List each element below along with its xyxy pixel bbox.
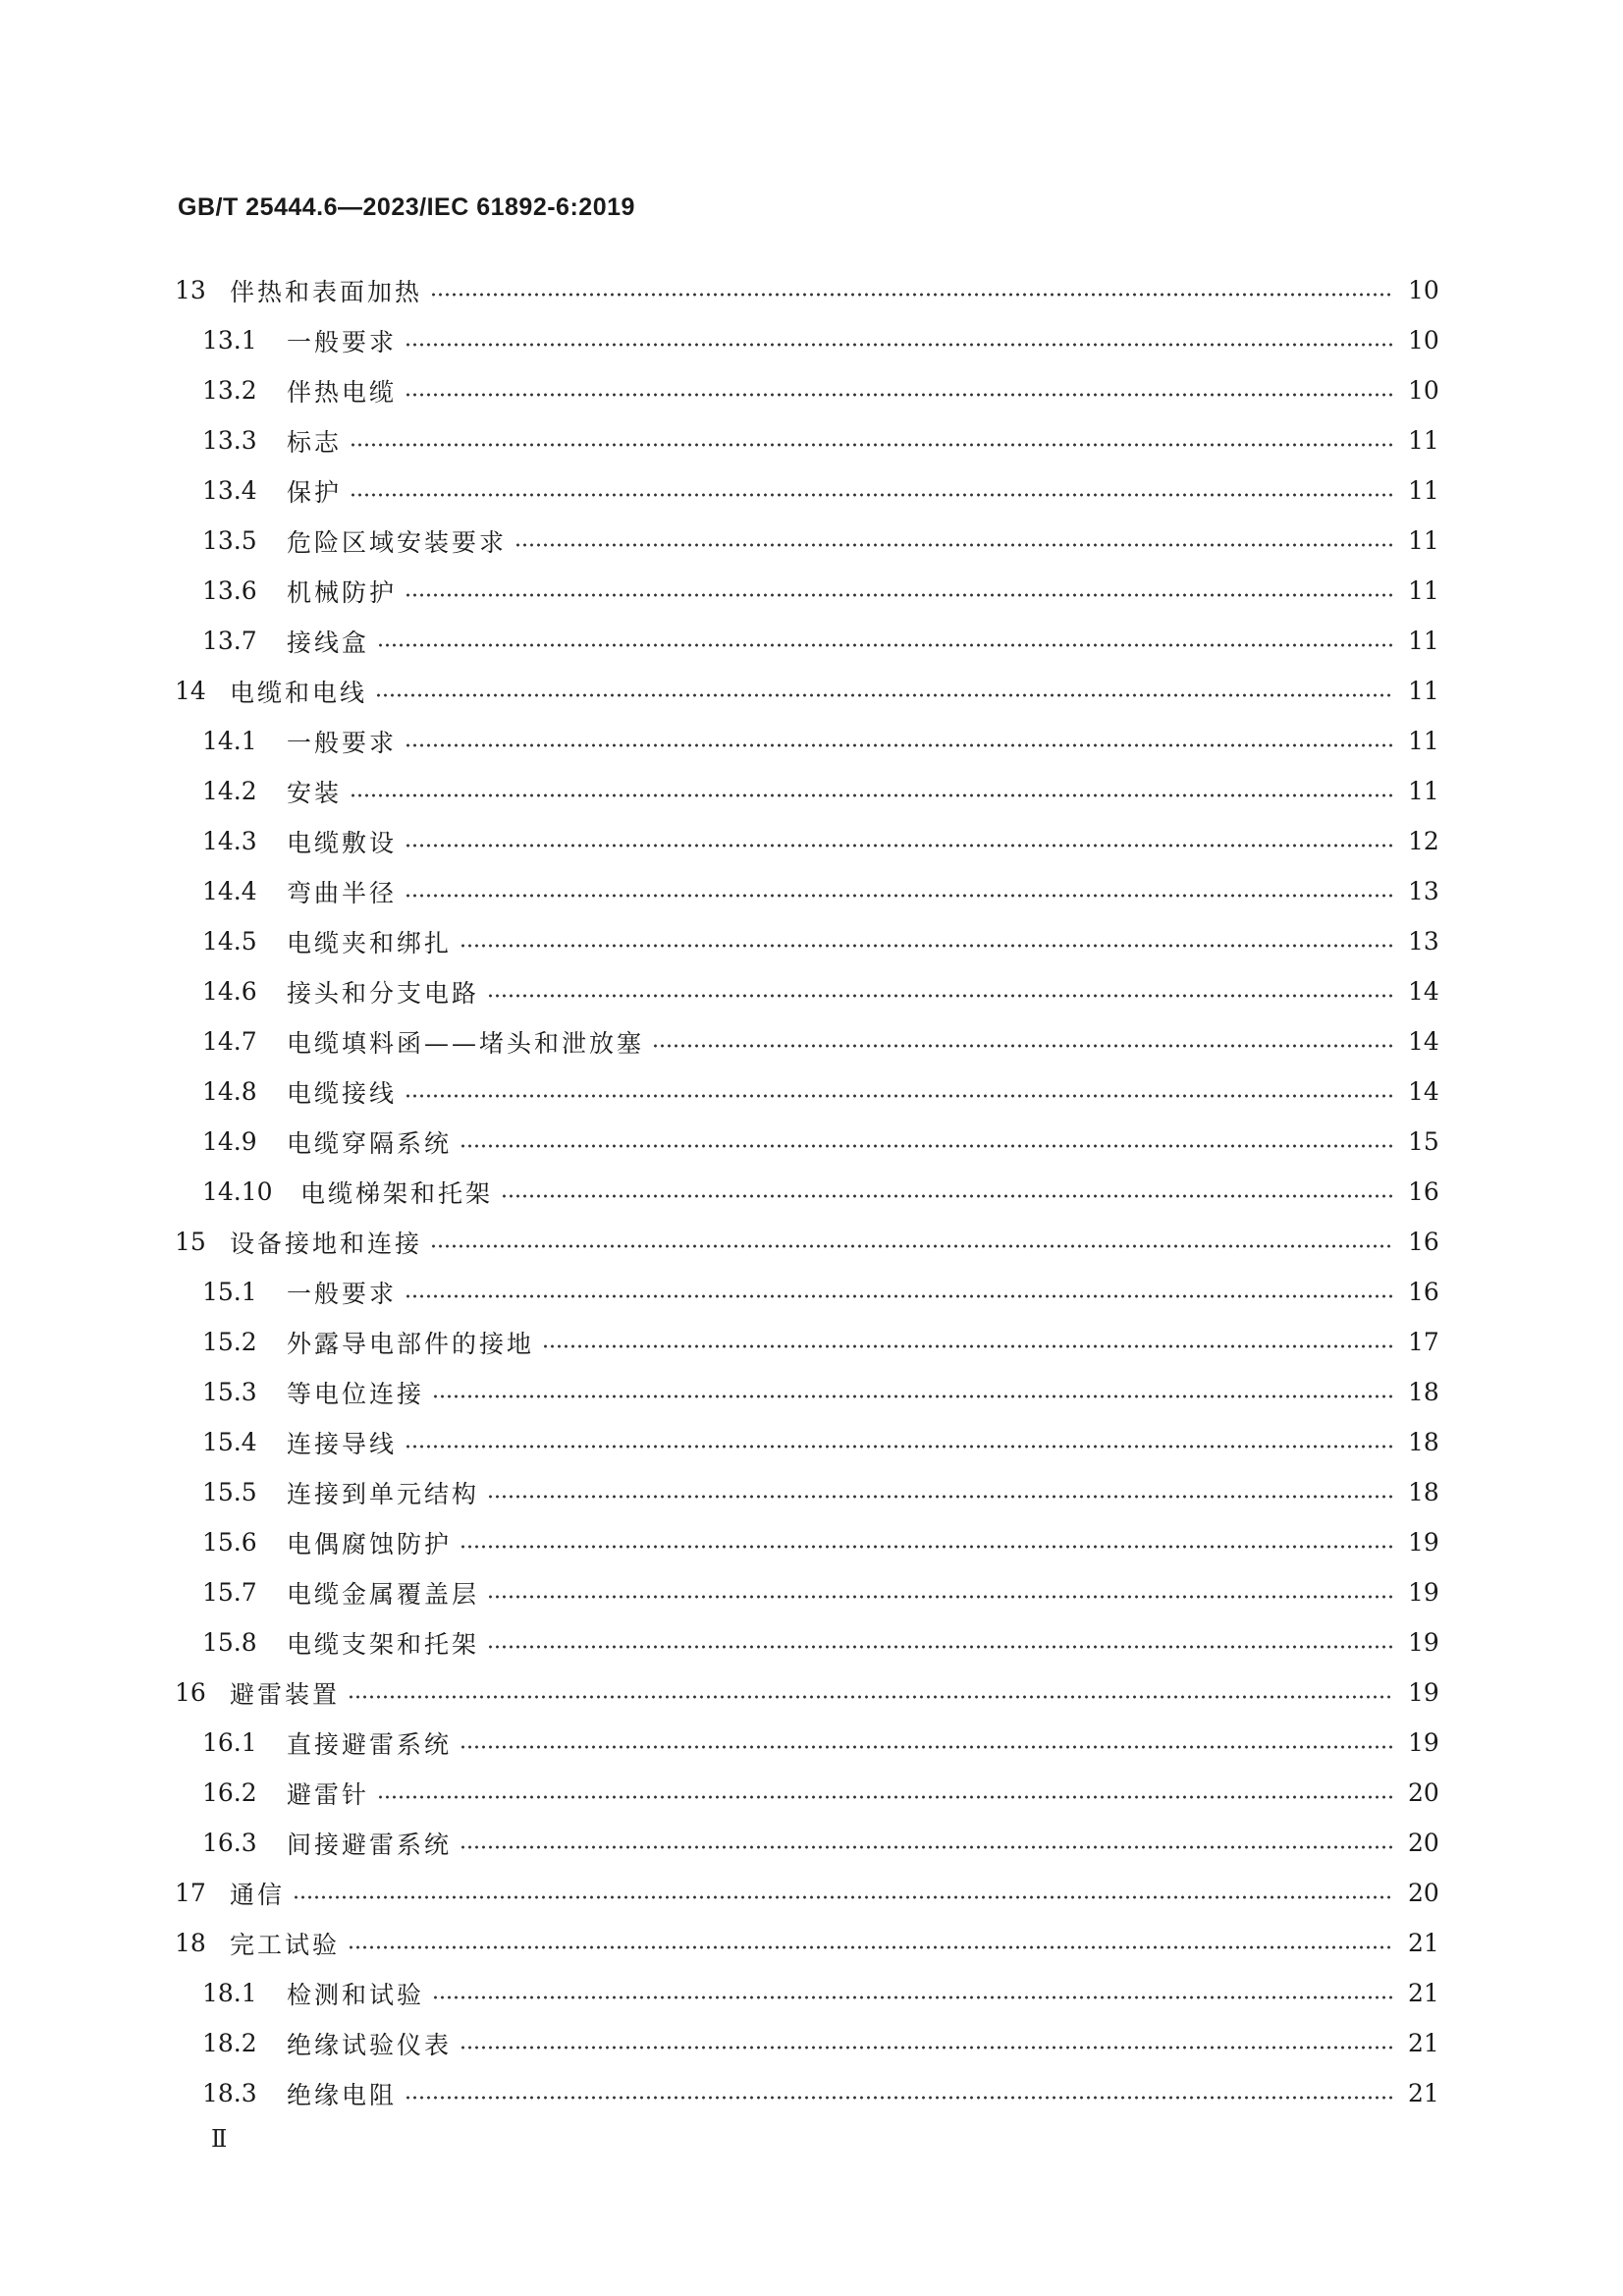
toc-entry[interactable] — [175, 666, 1437, 716]
toc-entry-number: 13.5 — [202, 526, 257, 555]
toc-entry-number: 15.8 — [202, 1628, 257, 1657]
toc-entry-page: 19 — [1408, 1628, 1439, 1657]
toc-entry-page: 15 — [1408, 1127, 1439, 1156]
toc-entry-title: 危险区域安装要求 — [287, 527, 508, 557]
toc-entry-title: 间接避雷系统 — [287, 1830, 453, 1859]
toc-entry-title: 电缆支架和托架 — [287, 1629, 480, 1659]
toc-entry-page: 16 — [1408, 1177, 1439, 1206]
toc-entry-page: 20 — [1408, 1778, 1439, 1807]
toc-entry[interactable] — [175, 2068, 1437, 2118]
dot-leader — [405, 593, 1394, 597]
toc-entry-title: 伴热电缆 — [287, 377, 398, 407]
toc-entry-number: 13.7 — [202, 627, 257, 655]
toc-entry-page: 20 — [1408, 1829, 1439, 1857]
toc-entry-number: 18.2 — [202, 2029, 257, 2057]
dot-leader — [460, 2046, 1394, 2050]
document-header: GB/T 25444.6—2023/IEC 61892-6:2019 — [178, 193, 635, 221]
page-number: Ⅱ — [211, 2125, 228, 2153]
toc-entry-number: 14.9 — [202, 1127, 257, 1156]
toc-entry-number: 14.6 — [202, 977, 257, 1006]
toc-entry-number: 18.1 — [202, 1979, 257, 2007]
dot-leader — [405, 743, 1394, 747]
toc-entry[interactable] — [175, 1918, 1437, 1968]
toc-entry-page: 20 — [1408, 1879, 1439, 1907]
toc-entry-page: 11 — [1408, 576, 1439, 605]
toc-entry-page: 12 — [1408, 827, 1439, 855]
toc-entry-number: 14.7 — [202, 1027, 257, 1056]
toc-entry[interactable] — [175, 616, 1437, 666]
dot-leader — [460, 1144, 1394, 1148]
dot-leader — [487, 1645, 1394, 1649]
toc-entry-page: 14 — [1408, 1027, 1439, 1056]
dot-leader — [405, 844, 1394, 847]
toc-entry[interactable] — [175, 1968, 1437, 2018]
toc-entry-number: 13.4 — [202, 476, 257, 505]
dot-leader — [405, 894, 1394, 898]
toc-entry-number: 13.1 — [202, 326, 257, 355]
toc-entry-page: 11 — [1408, 426, 1439, 455]
toc-entry-number: 16.2 — [202, 1778, 257, 1807]
toc-entry-number: 14 — [175, 677, 206, 705]
dot-leader — [501, 1194, 1394, 1198]
toc-entry-title: 机械防护 — [287, 577, 398, 607]
dot-leader — [405, 1445, 1394, 1449]
toc-entry-page: 11 — [1408, 627, 1439, 655]
toc-entry-title: 直接避雷系统 — [287, 1729, 453, 1759]
toc-entry-page: 17 — [1408, 1328, 1439, 1356]
toc-entry[interactable] — [175, 916, 1437, 966]
dot-leader — [350, 793, 1394, 797]
dot-leader — [430, 1244, 1394, 1248]
dot-leader — [432, 1394, 1394, 1398]
dot-leader — [460, 944, 1394, 948]
toc-entry[interactable] — [175, 365, 1437, 415]
dot-leader — [460, 1745, 1394, 1749]
dot-leader — [348, 1695, 1394, 1699]
dot-leader — [405, 393, 1394, 397]
toc-entry-page: 14 — [1408, 1077, 1439, 1106]
toc-entry-page: 18 — [1408, 1378, 1439, 1406]
toc-entry-title: 标志 — [287, 427, 343, 457]
toc-entry-number: 14.8 — [202, 1077, 257, 1106]
toc-entry-page: 18 — [1408, 1478, 1439, 1506]
toc-entry-number: 15.2 — [202, 1328, 257, 1356]
toc-entry-page: 18 — [1408, 1428, 1439, 1456]
toc-entry-number: 14.2 — [202, 777, 257, 805]
toc-entry-page: 10 — [1408, 326, 1439, 355]
toc-entry[interactable] — [175, 1517, 1437, 1567]
toc-entry[interactable] — [175, 1467, 1437, 1517]
toc-entry-page: 13 — [1408, 927, 1439, 956]
table-of-contents — [175, 265, 1437, 2118]
dot-leader — [487, 994, 1394, 998]
toc-entry-number: 14.5 — [202, 927, 257, 956]
dot-leader — [375, 693, 1394, 697]
toc-entry-page: 11 — [1408, 526, 1439, 555]
toc-entry-number: 16 — [175, 1678, 206, 1707]
toc-entry[interactable] — [175, 866, 1437, 916]
toc-entry-title: 连接到单元结构 — [287, 1479, 480, 1508]
toc-entry-page: 14 — [1408, 977, 1439, 1006]
toc-entry[interactable] — [175, 766, 1437, 816]
dot-leader — [542, 1344, 1394, 1348]
toc-entry-title: 检测和试验 — [287, 1980, 425, 2009]
toc-entry-number: 15.3 — [202, 1378, 257, 1406]
dot-leader — [430, 293, 1394, 297]
dot-leader — [460, 1845, 1394, 1849]
toc-entry-title: 连接导线 — [287, 1429, 398, 1458]
toc-entry-page: 21 — [1408, 1979, 1439, 2007]
toc-entry[interactable] — [175, 1117, 1437, 1167]
toc-entry-page: 13 — [1408, 877, 1439, 905]
toc-entry-title: 等电位连接 — [287, 1379, 425, 1408]
toc-entry-title: 电缆穿隔系统 — [287, 1128, 453, 1158]
dot-leader — [405, 1094, 1394, 1098]
toc-entry-page: 10 — [1408, 376, 1439, 405]
dot-leader — [432, 1995, 1394, 1999]
toc-entry-number: 15.1 — [202, 1278, 257, 1306]
toc-entry[interactable] — [175, 816, 1437, 866]
dot-leader — [350, 443, 1394, 447]
toc-entry-title: 一般要求 — [287, 1279, 398, 1308]
toc-entry[interactable] — [175, 1818, 1437, 1868]
toc-entry[interactable] — [175, 1217, 1437, 1267]
toc-entry-page: 21 — [1408, 1929, 1439, 1957]
toc-entry[interactable] — [175, 1718, 1437, 1768]
toc-entry[interactable] — [175, 1016, 1437, 1066]
toc-entry[interactable] — [175, 566, 1437, 616]
toc-entry-number: 15.5 — [202, 1478, 257, 1506]
toc-entry[interactable] — [175, 265, 1437, 315]
toc-entry-title: 接线盒 — [287, 628, 370, 657]
toc-entry-title: 电缆夹和绑扎 — [287, 928, 453, 957]
toc-entry-title: 绝缘试验仪表 — [287, 2030, 453, 2059]
toc-entry[interactable] — [175, 2018, 1437, 2068]
toc-entry-title: 电偶腐蚀防护 — [287, 1529, 453, 1558]
toc-entry[interactable] — [175, 1768, 1437, 1818]
toc-entry-title: 电缆接线 — [287, 1078, 398, 1108]
dot-leader — [460, 1545, 1394, 1549]
toc-entry-number: 13.2 — [202, 376, 257, 405]
toc-entry-page: 16 — [1408, 1228, 1439, 1256]
toc-entry-page: 19 — [1408, 1578, 1439, 1607]
toc-entry-title: 电缆和电线 — [230, 678, 368, 707]
toc-entry-page: 21 — [1408, 2029, 1439, 2057]
toc-entry[interactable] — [175, 1267, 1437, 1317]
toc-entry[interactable] — [175, 465, 1437, 516]
toc-entry-page: 11 — [1408, 476, 1439, 505]
toc-entry-page: 11 — [1408, 777, 1439, 805]
toc-entry-title: 安装 — [287, 778, 343, 807]
toc-entry[interactable] — [175, 966, 1437, 1016]
toc-entry-title: 弯曲半径 — [287, 878, 398, 907]
toc-entry-title: 设备接地和连接 — [230, 1229, 423, 1258]
toc-entry-title: 接头和分支电路 — [287, 978, 480, 1008]
toc-entry-title: 避雷针 — [287, 1779, 370, 1809]
toc-entry-title: 一般要求 — [287, 327, 398, 356]
dot-leader — [405, 343, 1394, 347]
toc-entry[interactable] — [175, 315, 1437, 365]
dot-leader — [348, 1945, 1394, 1949]
dot-leader — [652, 1044, 1394, 1048]
dot-leader — [405, 1294, 1394, 1298]
dot-leader — [514, 543, 1394, 547]
toc-entry-number: 18.3 — [202, 2079, 257, 2107]
toc-entry-number: 15.4 — [202, 1428, 257, 1456]
toc-entry-title: 一般要求 — [287, 728, 398, 757]
dot-leader — [487, 1595, 1394, 1599]
toc-entry-number: 13.3 — [202, 426, 257, 455]
toc-entry[interactable] — [175, 1317, 1437, 1367]
toc-entry-page: 16 — [1408, 1278, 1439, 1306]
toc-entry-title: 电缆金属覆盖层 — [287, 1579, 480, 1609]
toc-entry-number: 18 — [175, 1929, 206, 1957]
toc-entry-number: 15.7 — [202, 1578, 257, 1607]
toc-entry-page: 11 — [1408, 677, 1439, 705]
toc-entry-title: 伴热和表面加热 — [230, 277, 423, 306]
toc-entry-number: 15.6 — [202, 1528, 257, 1557]
dot-leader — [350, 493, 1394, 497]
toc-entry[interactable] — [175, 1617, 1437, 1667]
dot-leader — [293, 1895, 1394, 1899]
toc-entry-title: 电缆梯架和托架 — [300, 1178, 494, 1208]
toc-entry-page: 11 — [1408, 727, 1439, 755]
toc-entry-number: 14.10 — [202, 1177, 273, 1206]
toc-entry-title: 完工试验 — [230, 1930, 341, 1959]
toc-entry-title: 保护 — [287, 477, 343, 507]
toc-entry-title: 避雷装置 — [230, 1679, 341, 1709]
toc-entry[interactable] — [175, 1567, 1437, 1617]
toc-entry-number: 14.3 — [202, 827, 257, 855]
toc-entry-page: 19 — [1408, 1678, 1439, 1707]
toc-entry-number: 16.3 — [202, 1829, 257, 1857]
toc-entry-number: 17 — [175, 1879, 206, 1907]
toc-entry[interactable] — [175, 1417, 1437, 1467]
dot-leader — [405, 2096, 1394, 2100]
toc-entry[interactable] — [175, 1868, 1437, 1918]
toc-entry[interactable] — [175, 1167, 1437, 1217]
dot-leader — [487, 1495, 1394, 1499]
toc-entry[interactable] — [175, 1367, 1437, 1417]
toc-entry[interactable] — [175, 516, 1437, 566]
toc-entry-number: 13.6 — [202, 576, 257, 605]
toc-entry-number: 13 — [175, 276, 206, 304]
toc-entry-page: 21 — [1408, 2079, 1439, 2107]
toc-entry-number: 16.1 — [202, 1728, 257, 1757]
dot-leader — [377, 643, 1394, 647]
toc-entry[interactable] — [175, 716, 1437, 766]
toc-entry[interactable] — [175, 415, 1437, 465]
toc-entry-number: 15 — [175, 1228, 206, 1256]
toc-entry-page: 10 — [1408, 276, 1439, 304]
toc-entry-page: 19 — [1408, 1528, 1439, 1557]
toc-entry-number: 14.1 — [202, 727, 257, 755]
toc-entry-page: 19 — [1408, 1728, 1439, 1757]
toc-entry-title: 通信 — [230, 1880, 286, 1909]
toc-entry-title: 绝缘电阻 — [287, 2080, 398, 2109]
toc-entry-title: 电缆填料函——堵头和泄放塞 — [287, 1028, 645, 1058]
toc-entry[interactable] — [175, 1066, 1437, 1117]
toc-entry-title: 外露导电部件的接地 — [287, 1329, 535, 1358]
toc-entry-title: 电缆敷设 — [287, 828, 398, 857]
dot-leader — [377, 1795, 1394, 1799]
toc-entry[interactable] — [175, 1667, 1437, 1718]
toc-entry-number: 14.4 — [202, 877, 257, 905]
